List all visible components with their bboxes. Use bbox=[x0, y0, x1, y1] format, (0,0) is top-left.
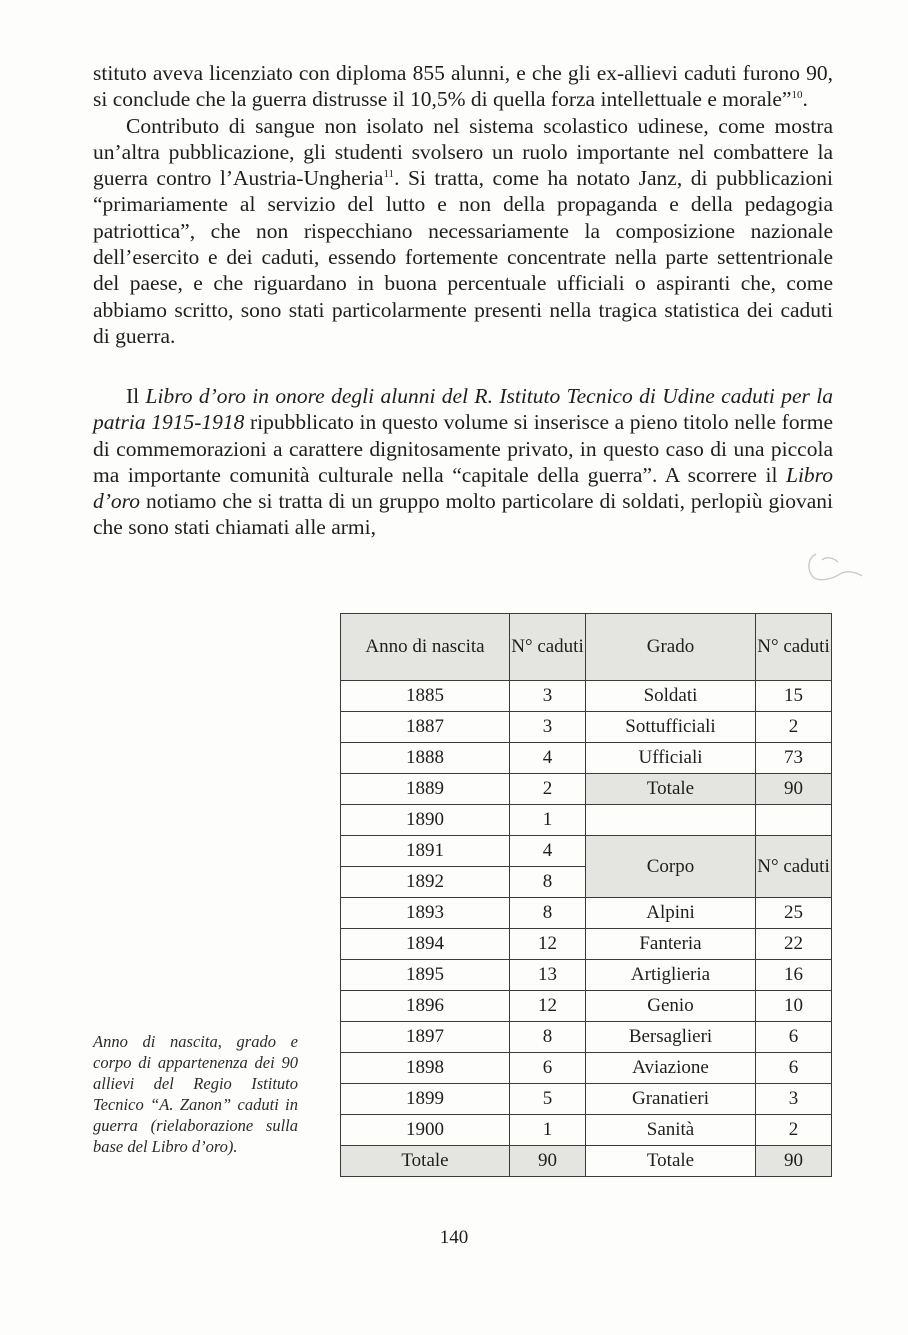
birth-year-cell: 1889 bbox=[341, 774, 510, 805]
rank-count-cell: 2 bbox=[756, 712, 832, 743]
table-row bbox=[341, 712, 832, 743]
year-count-cell: 3 bbox=[510, 712, 586, 743]
birth-year-cell: 1898 bbox=[341, 1053, 510, 1084]
corps-count-cell: 25 bbox=[756, 898, 832, 929]
corps-cell: Granatieri bbox=[586, 1084, 756, 1115]
paragraph-2-text-b: . Si tratta, come ha notato Janz, di pubblicazioni “primariamente al servizio del lutto e non della propaganda e della pedagogia patriottica”, che non rispecchiano necessariamente la composizione nazionale dell’esercito e dei caduti, essendo fortemente concentrate nella parte settentrionale del paese, e che riguardano in buona percentuale ufficiali o aspiranti che, come abbiamo scritto, sono stati particolarmente presenti nella tragica statistica dei caduti di guerra. bbox=[93, 166, 833, 348]
corps-count-cell: 6 bbox=[756, 1053, 832, 1084]
table-caption: Anno di nascita, grado e corpo di appartenenza dei 90 allievi del Regio Istituto Tecnico “A. Zanon” caduti in guerra (rielaborazione sulla base del Libro d’oro). bbox=[93, 1032, 298, 1156]
year-total-label: Totale bbox=[341, 1146, 510, 1177]
corps-count-cell: 6 bbox=[756, 1022, 832, 1053]
corps-cell: Sanità bbox=[586, 1115, 756, 1146]
paragraph-1-text: stituto aveva licenziato con diploma 855 alunni, e che gli ex-allievi caduti furono 90, si conclude che la guerra distrusse il 10,5% di quella forza intellettuale e morale” bbox=[93, 61, 833, 112]
table-row bbox=[341, 991, 832, 1022]
body-text-bottom bbox=[93, 383, 833, 541]
paragraph-2-text-a: Contributo di sangue non isolato nel sistema scolastico udinese, come mostra un’altra pubblicazione, gli studenti svolsero un ruolo importante nel combattere la guerra contro l’Austria-Ungheria bbox=[93, 113, 833, 191]
footnote-ref-10[interactable]: 10 bbox=[791, 89, 803, 102]
empty-cell bbox=[756, 805, 832, 836]
year-count-cell: 1 bbox=[510, 1115, 586, 1146]
table-row bbox=[341, 1084, 832, 1115]
year-count-cell: 2 bbox=[510, 774, 586, 805]
corps-total-label: Totale bbox=[586, 1146, 756, 1177]
footnote-ref-11[interactable]: 11 bbox=[383, 168, 395, 181]
table-row bbox=[341, 1115, 832, 1146]
birth-year-cell: 1891 bbox=[341, 836, 510, 867]
birth-year-cell: 1897 bbox=[341, 1022, 510, 1053]
birth-year-cell: 1890 bbox=[341, 805, 510, 836]
book-title: Libro d’oro in onore degli alunni del R. Istituto Tecnico di Udine caduti per la patria 1915-1918 bbox=[93, 384, 833, 435]
year-count-cell: 13 bbox=[510, 960, 586, 991]
table-row bbox=[341, 681, 832, 712]
table-row bbox=[341, 898, 832, 929]
table-row bbox=[341, 614, 832, 681]
header-rank: Grado bbox=[586, 614, 756, 681]
corps-total-count: 90 bbox=[756, 1146, 832, 1177]
year-count-cell: 8 bbox=[510, 898, 586, 929]
table-row bbox=[341, 960, 832, 991]
rank-cell: Soldati bbox=[586, 681, 756, 712]
year-count-cell: 8 bbox=[510, 867, 586, 898]
year-count-cell: 12 bbox=[510, 991, 586, 1022]
rank-total-count: 90 bbox=[756, 774, 832, 805]
corps-count-cell: 16 bbox=[756, 960, 832, 991]
corps-cell: Genio bbox=[586, 991, 756, 1022]
header-corps: Corpo bbox=[586, 836, 756, 898]
rank-cell: Ufficiali bbox=[586, 743, 756, 774]
paragraph-3-text-b: ripubblicato in questo volume si inserisce a pieno titolo nelle forme di commemorazioni a carattere dignitosamente privato, in questo caso di una piccola ma importante comunità culturale nella “capitale della guerra”. A scorrere il bbox=[93, 410, 833, 487]
year-count-cell: 5 bbox=[510, 1084, 586, 1115]
rank-count-cell: 73 bbox=[756, 743, 832, 774]
year-count-cell: 4 bbox=[510, 836, 586, 867]
corps-count-cell: 10 bbox=[756, 991, 832, 1022]
table-row bbox=[341, 1053, 832, 1084]
header-birth-year: Anno di nascita bbox=[341, 614, 510, 681]
year-count-cell: 3 bbox=[510, 681, 586, 712]
table-row bbox=[341, 805, 832, 836]
paragraph-2 bbox=[93, 113, 833, 350]
paragraph-3-text-a: Il bbox=[126, 384, 146, 408]
header-fallen-count-corps: N° caduti bbox=[756, 836, 832, 898]
book-title-short: Libro d’oro bbox=[93, 462, 833, 514]
rank-count-cell: 15 bbox=[756, 681, 832, 712]
rank-cell: Sottufficiali bbox=[586, 712, 756, 743]
table-row bbox=[341, 929, 832, 960]
corps-count-cell: 22 bbox=[756, 929, 832, 960]
table-row bbox=[341, 1022, 832, 1053]
paragraph-3 bbox=[93, 383, 833, 541]
corps-cell: Fanteria bbox=[586, 929, 756, 960]
year-count-cell: 12 bbox=[510, 929, 586, 960]
birth-year-cell: 1888 bbox=[341, 743, 510, 774]
year-count-cell: 6 bbox=[510, 1053, 586, 1084]
pencil-mark-scribble bbox=[804, 548, 866, 588]
birth-year-cell: 1896 bbox=[341, 991, 510, 1022]
birth-year-cell: 1899 bbox=[341, 1084, 510, 1115]
birth-year-cell: 1892 bbox=[341, 867, 510, 898]
birth-year-cell: 1893 bbox=[341, 898, 510, 929]
header-fallen-count: N° caduti bbox=[510, 614, 586, 681]
body-text-top bbox=[93, 60, 833, 349]
corps-cell: Alpini bbox=[586, 898, 756, 929]
table-row bbox=[341, 836, 832, 867]
header-fallen-count-rank: N° caduti bbox=[756, 614, 832, 681]
year-total-count: 90 bbox=[510, 1146, 586, 1177]
table-row bbox=[341, 774, 832, 805]
paragraph-1 bbox=[93, 60, 833, 113]
birth-year-cell: 1900 bbox=[341, 1115, 510, 1146]
year-count-cell: 1 bbox=[510, 805, 586, 836]
rank-total-label: Totale bbox=[586, 774, 756, 805]
birth-year-cell: 1894 bbox=[341, 929, 510, 960]
table-row bbox=[341, 1146, 832, 1177]
paragraph-3-text-c: notiamo che si tratta di un gruppo molto particolare di soldati, perlopiù giovani che sono stati chiamati alle armi, bbox=[93, 489, 833, 540]
corps-count-cell: 3 bbox=[756, 1084, 832, 1115]
page-number: 140 bbox=[439, 1227, 469, 1248]
birth-year-cell: 1885 bbox=[341, 681, 510, 712]
corps-count-cell: 2 bbox=[756, 1115, 832, 1146]
table-row bbox=[341, 743, 832, 774]
corps-cell: Aviazione bbox=[586, 1053, 756, 1084]
year-count-cell: 8 bbox=[510, 1022, 586, 1053]
fallen-students-table bbox=[340, 613, 832, 1177]
empty-cell bbox=[586, 805, 756, 836]
corps-cell: Artiglieria bbox=[586, 960, 756, 991]
paragraph-1-end: . bbox=[802, 87, 808, 112]
birth-year-cell: 1895 bbox=[341, 960, 510, 991]
corps-cell: Bersaglieri bbox=[586, 1022, 756, 1053]
year-count-cell: 4 bbox=[510, 743, 586, 774]
birth-year-cell: 1887 bbox=[341, 712, 510, 743]
